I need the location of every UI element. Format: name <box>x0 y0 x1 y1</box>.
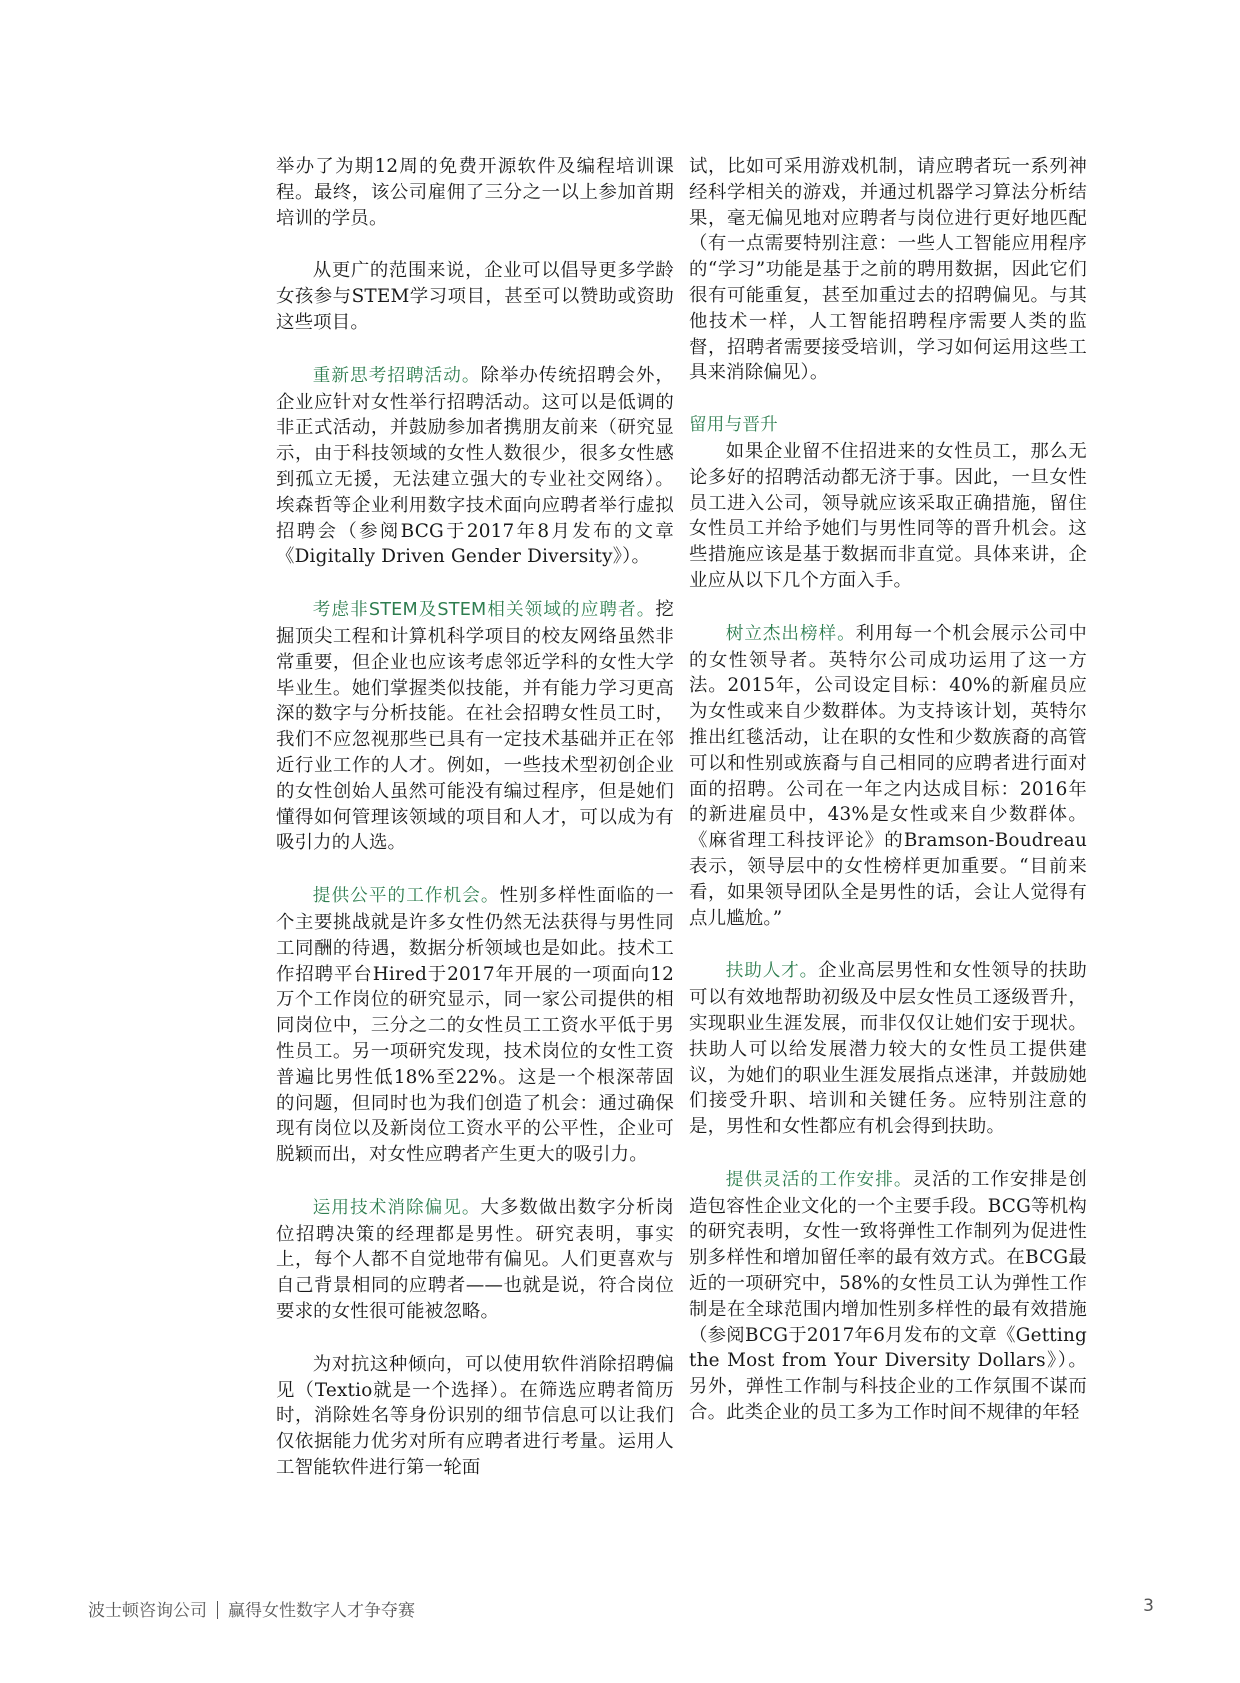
paragraph <box>276 597 674 856</box>
left-column <box>276 154 674 1508</box>
paragraph: 如果企业留不住招进来的女性员工，那么无论多好的招聘活动都无济于事。因此，一旦女性员工进入公司，领导就应该采取正确措施，留住女性员工并给予她们与男性同等的晋升机会。这些措施应该是基于数据而非直觉。具体来讲，企业应从以下几个方面入手。 <box>689 440 1087 591</box>
paragraph-body: 性别多样性面临的一个主要挑战就是许多女性仍然无法获得与男性同工同酬的待遇，数据分析领域也是如此。技术工作招聘平台Hired于2017年开展的一项面向12万个工作岗位的研究显示，同一家公司提供的相同岗位中，三分之二的女性员工工资水平低于男性员工。另一项研究发现，技术岗位的女性工资普遍比男性低18%至22%。这是一个根深蒂固的问题，但同时也为我们创造了机会：通过确保现有岗位以及新岗位工资水平的公平性，企业可脱颖而出，对女性应聘者产生更大的吸引力。 <box>276 885 674 1166</box>
paragraph-body: 灵活的工作安排是创造包容性企业文化的一个主要手段。BCG等机构的研究表明，女性一致将弹性工作制列为促进性别多样性和增加留任率的最有效方式。在BCG最近的一项研究中，58%的女性员工认为弹性工作制是在全球范围内增加性别多样性的最有效措施（参阅BCG于2017年6月发布的文章《Getting the Most from Your Diversity Dollars》）。另外，弹性工作制与科技企业的工作氛围不谋而合。此类企业的员工多为工作时间不规律的年轻 <box>689 1168 1087 1424</box>
paragraph: 试，比如可采用游戏机制，请应聘者玩一系列神经科学相关的游戏，并通过机器学习算法分析结果，毫无偏见地对应聘者与岗位进行更好地匹配（有一点需要特别注意：一些人工智能应用程序的“学习”功能是基于之前的聘用数据，因此它们很有可能重复，甚至加重过去的招聘偏见。与其他技术一样，人工智能招聘程序需要人类的监督，招聘者需要接受培训，学习如何运用这些工具来消除偏见）。 <box>689 156 1087 384</box>
footer-report-title: 赢得女性数字人才争夺赛 <box>228 1601 415 1621</box>
paragraph-heading: 树立杰出榜样。 <box>725 623 856 644</box>
footer-company: 波士顿咨询公司 <box>88 1601 207 1621</box>
footer-left <box>88 1596 415 1621</box>
paragraph-heading: 考虑非STEM及STEM相关领域的应聘者。 <box>312 600 656 621</box>
paragraph-heading: 运用技术消除偏见。 <box>312 1197 481 1218</box>
paragraph-body: 利用每一个机会展示公司中的女性领导者。英特尔公司成功运用了这一方法。2015年，公司设定目标：40%的新雇员应为女性或来自少数群体。为支持该计划，英特尔推出红毯活动，让在职的女性和少数族裔的高管可以和性别或族裔与自己相同的应聘者进行面对面的招聘。公司在一年之内达成目标：2016年的新进雇员中，43%是女性或来自少数群体。《麻省理工科技评论》的Bramson-Boudreau表示，领导层中的女性榜样更加重要。“目前来看，如果领导团队全是男性的话，会让人觉得有点儿尴尬。” <box>689 622 1087 929</box>
paragraph-body: 除举办传统招聘会外，企业应针对女性举行招聘活动。这可以是低调的非正式活动，并鼓励参加者携朋友前来（研究显示，由于科技领域的女性人数很少，很多女性感到孤立无援，无法建立强大的专业社交网络）。埃森哲等企业利用数字技术面向应聘者举行虚拟招聘会（参阅BCG于2017年8月发布的文章《Digitally Driven Gender Diversity》）。 <box>276 364 674 568</box>
paragraph: 举办了为期12周的免费开源软件及编程培训课程。最终，该公司雇佣了三分之一以上参加首期培训的学员。 <box>276 156 674 229</box>
right-column <box>689 154 1087 1453</box>
paragraph-heading: 提供公平的工作机会。 <box>312 886 500 907</box>
page-number: 3 <box>1143 1596 1154 1616</box>
page-footer <box>88 1596 1154 1624</box>
paragraph-body: 挖掘顶尖工程和计算机科学项目的校友网络虽然非常重要，但企业也应该考虑邻近学科的女性大学毕业生。她们掌握类似技能，并有能力学习更高深的数字与分析技能。在社会招聘女性员工时，我们不应忽视那些已具有一定技术基础并正在邻近行业工作的人才。例如，一些技术型初创企业的女性创始人虽然可能没有编过程序，但是她们懂得如何管理该领域的项目和人才，可以成为有吸引力的人选。 <box>276 599 674 854</box>
footer-divider <box>217 1601 218 1619</box>
paragraph-body: 企业高层男性和女性领导的扶助可以有效地帮助初级及中层女性员工逐级晋升，实现职业生涯发展，而非仅仅让她们安于现状。扶助人可以给发展潜力较大的女性员工提供建议，为她们的职业生涯发展指点迷津，并鼓励她们接受升职、培训和关键任务。应特别注意的是，男性和女性都应有机会得到扶助。 <box>689 960 1087 1138</box>
paragraph: 从更广的范围来说，企业可以倡导更多学龄女孩参与STEM学习项目，甚至可以赞助或资助这些项目。 <box>276 260 674 333</box>
paragraph <box>276 363 674 570</box>
paragraph <box>276 883 674 1168</box>
paragraph-heading: 重新思考招聘活动。 <box>312 365 481 386</box>
paragraph <box>689 958 1087 1140</box>
paragraph-body: 大多数做出数字分析岗位招聘决策的经理都是男性。研究表明，事实上，每个人都不自觉地带有偏见。人们更喜欢与自己背景相同的应聘者——也就是说，符合岗位要求的女性很可能被忽略。 <box>276 1196 674 1323</box>
paragraph: 为对抗这种倾向，可以使用软件消除招聘偏见（Textio就是一个选择）。在筛选应聘者简历时，消除姓名等身份识别的细节信息可以让我们仅依据能力优劣对所有应聘者进行考量。运用人工智能软件进行第一轮面 <box>276 1353 674 1479</box>
paragraph <box>276 1195 674 1325</box>
section-heading: 留用与晋升 <box>689 415 778 436</box>
paragraph <box>689 1167 1087 1426</box>
paragraph <box>689 621 1087 932</box>
paragraph-heading: 提供灵活的工作安排。 <box>725 1169 913 1190</box>
paragraph-heading: 扶助人才。 <box>725 961 819 982</box>
